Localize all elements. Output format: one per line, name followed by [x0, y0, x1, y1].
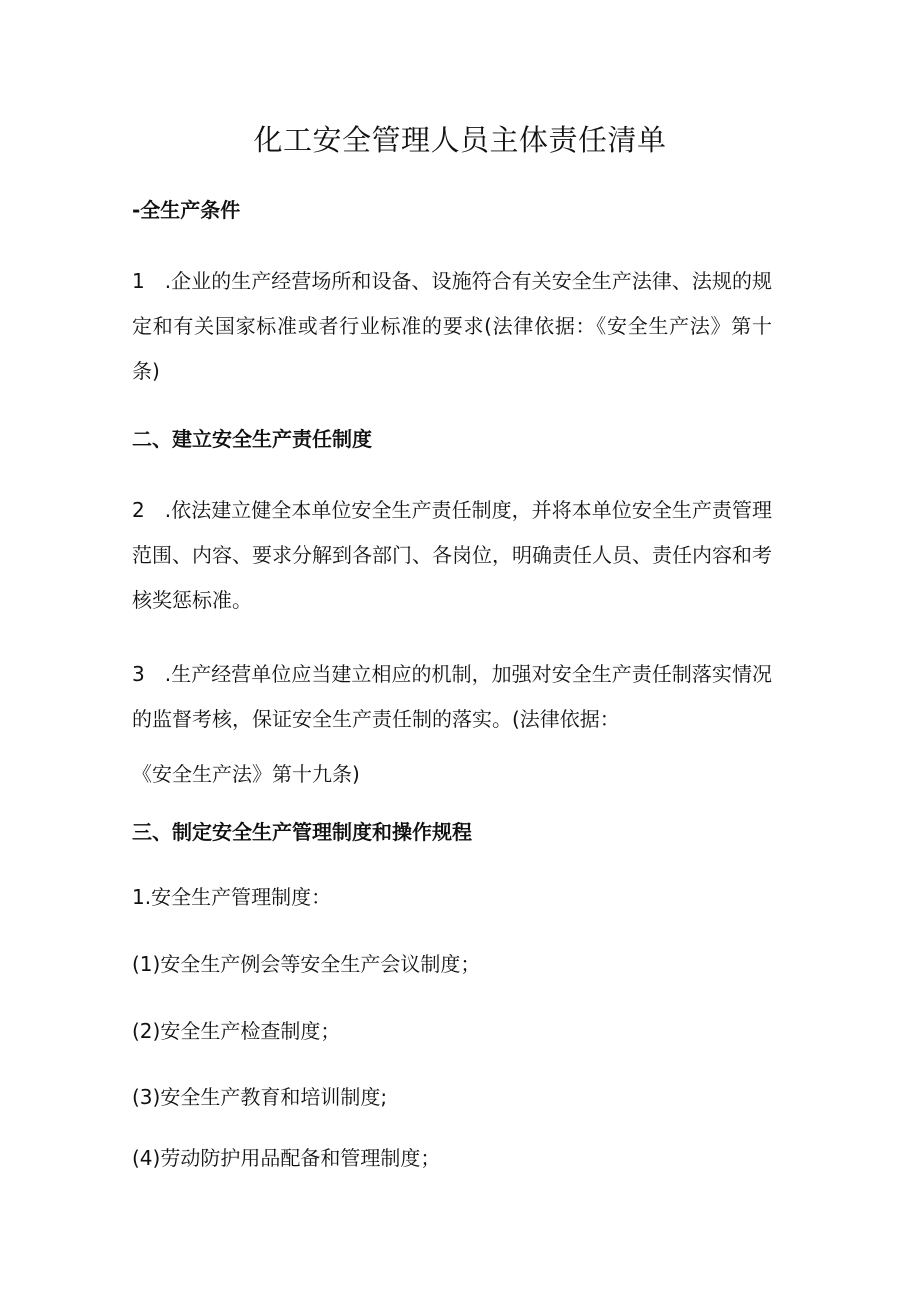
section3-subheading: 1.安全生产管理制度： — [132, 885, 332, 909]
section1-heading: -全生产条件 — [132, 198, 241, 222]
list-item: (3)安全生产教育和培训制度; — [132, 1085, 388, 1109]
list-item: (1)安全生产例会等安全生产会议制度； — [132, 952, 481, 976]
section1-item-1: 1 .企业的生产经营场所和设备、设施符合有关安全生产法律、法规的规定和有关国家标准或者行业标准的要求(法律依据：《安全生产法》第十条) — [132, 269, 772, 383]
document-title: 化工安全管理人员主体责任清单 — [253, 123, 667, 157]
section2-item-3: 3 .生产经营单位应当建立相应的机制，加强对安全生产责任制落实情况的监督考核，保证安全生产责任制的落实。(法律依据： — [132, 662, 772, 731]
section2-heading: 二、建立安全生产责任制度 — [132, 427, 372, 451]
section2-citation: 《安全生产法》第十九条) — [132, 762, 360, 786]
list-item: (4)劳动防护用品配备和管理制度； — [132, 1146, 441, 1170]
section2-item-2: 2 .依法建立健全本单位安全生产责任制度，并将本单位安全生产责管理范围、内容、要求分解到各部门、各岗位，明确责任人员、责任内容和考核奖惩标准。 — [132, 498, 772, 612]
section3-heading: 三、制定安全生产管理制度和操作规程 — [132, 820, 472, 844]
list-item: (2)安全生产检查制度； — [132, 1019, 341, 1043]
